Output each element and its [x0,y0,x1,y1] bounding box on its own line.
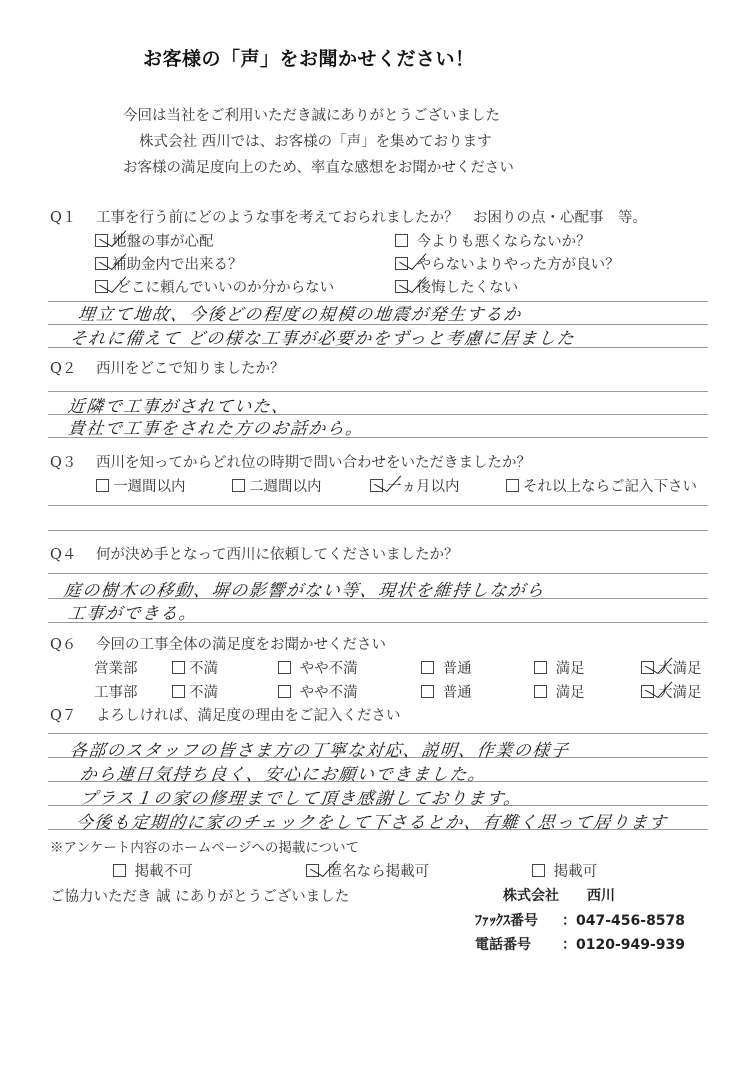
q7-question [50,704,401,725]
thanks-message: ご協力いただき 誠 にありがとうございました [50,889,350,905]
checkbox-icon[interactable] [421,661,434,674]
q3-text: 西川を知ってからどれ位の時期で問い合わせをいただきましたか？ [96,455,531,471]
option-label: 掲載可 [553,864,598,880]
q6-construction-option-2[interactable] [278,681,358,702]
q4-number: Q４ [50,547,77,563]
checkbox-checked-icon[interactable] [95,234,108,247]
q1-option-6[interactable] [395,276,518,297]
fax-label: ﾌｧｯｸｽ番号 [475,913,538,929]
option-label: 不満 [189,661,218,677]
checkbox-icon[interactable] [421,685,434,698]
q6-sales-option-1[interactable] [172,657,218,678]
q3-option-1[interactable] [96,475,186,496]
checkbox-icon[interactable] [278,685,291,698]
checkbox-icon[interactable] [172,661,185,674]
option-label: それ以上ならご記入下さい [523,479,697,495]
q6-row-construction-label: 工事部 [94,685,138,701]
option-label: 二週間以内 [249,479,322,495]
q6-sales-option-5[interactable] [641,657,702,678]
q2-answer-line-2[interactable]: 貴社で工事をされた方のお話から。 [66,419,365,439]
publish-heading: ※アンケート内容のホームページへの掲載について [50,840,360,856]
option-label: 大満足 [658,685,702,701]
q6-construction-option-3[interactable] [421,681,472,702]
checkbox-icon[interactable] [172,685,185,698]
q4-answer-line-2[interactable]: 工事ができる。 [66,604,199,624]
q6-construction-option-4[interactable] [534,681,585,702]
q7-answer-line-1[interactable]: 各部のスタッフの皆さま方の丁寧な対応、説明、作業の様子 [68,741,571,761]
q6-row-sales-label: 営業部 [94,661,138,677]
q7-text: よろしければ、満足度の理由をご記入ください [96,708,401,724]
option-label: やらないよりやった方が良い？ [416,257,620,273]
option-label: どこに頼んでいいのか分からない [116,280,335,296]
checkbox-checked-icon[interactable] [641,661,654,674]
option-label: やや不満 [299,685,358,701]
q1-option-5[interactable] [95,276,334,297]
option-label: 地盤の事が心配 [112,234,214,250]
q6-sales-option-4[interactable] [534,657,585,678]
checkbox-checked-icon[interactable] [395,257,408,270]
publish-option-1[interactable] [113,860,193,881]
q2-question [50,357,285,378]
option-label: 普通 [442,661,472,677]
publish-option-3[interactable] [532,860,597,881]
q3-option-3[interactable] [370,475,460,496]
checkbox-icon[interactable] [534,685,547,698]
q4-question [50,543,459,564]
intro-line-1: 今回は当社をご利用いただき誠にありがとうございました [123,108,500,124]
checkbox-icon[interactable] [278,661,291,674]
checkbox-icon[interactable] [113,864,126,877]
ruled-line [48,733,708,734]
checkbox-checked-icon[interactable] [641,685,654,698]
checkbox-checked-icon[interactable] [370,479,383,492]
checkbox-icon[interactable] [96,479,109,492]
option-label: 大満足 [658,661,702,677]
checkbox-icon[interactable] [534,661,547,674]
option-label: 一週間以内 [113,479,186,495]
q3-question [50,451,531,472]
q7-number: Q７ [50,708,77,724]
q6-sales-option-3[interactable] [421,657,472,678]
q6-sales-option-2[interactable] [278,657,358,678]
option-label: 普通 [442,685,472,701]
option-label: 掲載不可 [134,864,193,880]
q4-answer-line-1[interactable]: 庭の樹木の移動、塀の影響がない等、現状を維持しながら [62,581,546,601]
option-label: 一ヵ月以内 [387,479,460,495]
form-title: お客様の「声」をお聞かせください！ [143,48,475,70]
q1-text: 工事を行う前にどのような事を考えておられましたか？ お困りの点・心配事 等。 [96,210,647,226]
q6-text: 今回の工事全体の満足度をお聞かせください [96,637,386,653]
checkbox-checked-icon[interactable] [95,257,108,270]
checkbox-checked-icon[interactable] [306,864,319,877]
option-label: 今よりも悪くならないか？ [416,234,591,250]
q1-answer-line-2[interactable]: それに備えて どの様な工事が必要かをずっと考慮に居ました [68,329,577,349]
intro-line-3: お客様の満足度向上のため、率直な感想をお聞かせください [123,160,514,176]
q2-text: 西川をどこで知りましたか？ [96,361,285,377]
q1-number: Q１ [50,210,77,226]
checkbox-icon[interactable] [232,479,245,492]
q3-option-2[interactable] [232,475,322,496]
option-label: 後悔したくない [416,280,519,296]
checkbox-icon[interactable] [506,479,519,492]
option-label: やや不満 [299,661,358,677]
q6-construction-option-1[interactable] [172,681,218,702]
tel-number: ：0120-949-939 [562,937,686,953]
q7-answer-line-2[interactable]: から連日気持ち良く、安心にお願いできました。 [78,765,488,785]
option-label: 補助金内で出来る？ [112,257,243,273]
option-label: 匿名なら掲載可 [327,864,430,880]
tel-label: 電話番号 [475,937,531,953]
q1-option-2[interactable] [395,230,591,251]
option-label: 不満 [189,685,218,701]
intro-line-2: 株式会社 西川では、お客様の「声」を集めております [139,134,492,150]
q6-construction-option-5[interactable] [641,681,702,702]
option-label: 満足 [555,685,585,701]
checkbox-icon[interactable] [395,234,408,247]
q6-question [50,633,386,654]
checkbox-checked-icon[interactable] [95,280,108,293]
q3-number: Q３ [50,455,77,471]
q3-option-4[interactable] [506,475,697,496]
q2-answer-line-1[interactable]: 近隣で工事がされていた、 [66,397,291,417]
q2-number: Q２ [50,361,77,377]
q1-answer-line-1[interactable]: 埋立て地故、今後どの程度の規模の地震が発生するか [76,305,523,325]
checkbox-checked-icon[interactable] [395,280,408,293]
publish-option-2[interactable] [306,860,429,881]
q7-answer-line-3[interactable]: プラス１の家の修理までして頂き感謝しております。 [78,789,523,809]
checkbox-icon[interactable] [532,864,545,877]
q6-number: Q６ [50,637,77,653]
option-label: 満足 [555,661,585,677]
q7-answer-line-4[interactable]: 今後も定期的に家のチェックをして下さるとか、有難く思って居ります [74,813,669,833]
q1-question [50,206,647,227]
q1-option-4[interactable] [395,253,620,274]
ruled-line [48,573,708,574]
fax-number: ：047-456-8578 [562,913,686,929]
ruled-line [48,505,708,506]
company-name: 株式会社 西川 [503,888,615,904]
q4-text: 何が決め手となって西川に依頼してくださいましたか？ [96,547,459,563]
ruled-line [48,530,708,531]
